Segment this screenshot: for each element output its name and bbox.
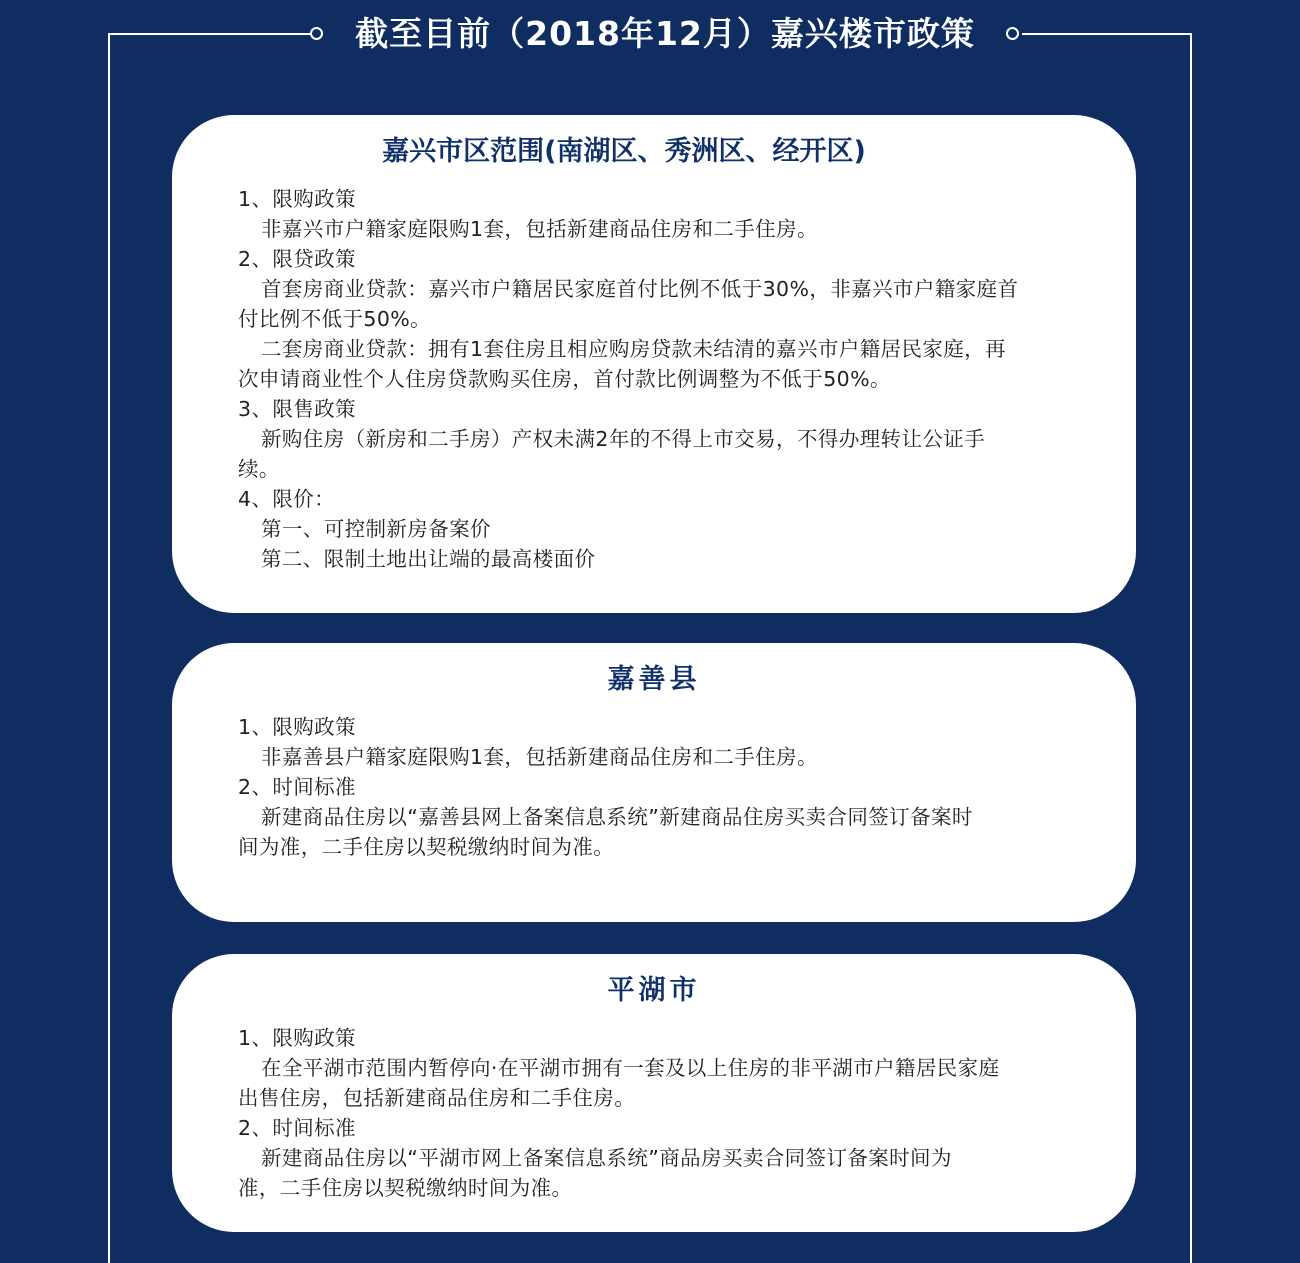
policy-card-jiaxing-city bbox=[172, 115, 1136, 613]
frame-top-left-line bbox=[108, 33, 310, 35]
policy-text: 在全平湖市范围内暂停向·在平湖市拥有一套及以上住房的非平湖市户籍居民家庭 bbox=[261, 1056, 1000, 1080]
section-label: 3、限售政策 bbox=[238, 397, 356, 421]
card-heading: 嘉兴市区范围(南湖区、秀洲区、经开区) bbox=[382, 136, 866, 167]
policy-text: 二套房商业贷款：拥有1套住房且相应购房贷款未结清的嘉兴市户籍居民家庭，再 bbox=[261, 337, 1006, 361]
frame-right-line bbox=[1190, 33, 1192, 1263]
policy-text: 次申请商业性个人住房贷款购买住房，首付款比例调整为不低于50%。 bbox=[238, 367, 891, 391]
card-heading: 平湖市 bbox=[607, 975, 701, 1006]
page-title: 截至目前（2018年12月）嘉兴楼市政策 bbox=[355, 14, 975, 53]
policy-text: 付比例不低于50%。 bbox=[238, 307, 432, 331]
policy-text: 新建商品住房以“嘉善县网上备案信息系统”新建商品住房买卖合同签订备案时 bbox=[261, 805, 973, 829]
policy-text: 第二、限制土地出让端的最高楼面价 bbox=[261, 547, 596, 571]
section-label: 1、限购政策 bbox=[238, 1026, 356, 1050]
title-ornament-left-icon bbox=[310, 27, 323, 40]
policy-text: 新建商品住房以“平湖市网上备案信息系统”商品房买卖合同签订备案时间为 bbox=[261, 1146, 952, 1170]
policy-text: 准，二手住房以契税缴纳时间为准。 bbox=[238, 1176, 573, 1200]
frame-left-line bbox=[108, 33, 110, 1263]
policy-text: 间为准，二手住房以契税缴纳时间为准。 bbox=[238, 835, 615, 859]
section-label: 1、限购政策 bbox=[238, 715, 356, 739]
card-body bbox=[238, 184, 1018, 574]
section-label: 2、限贷政策 bbox=[238, 247, 356, 271]
card-heading: 嘉善县 bbox=[607, 664, 701, 695]
title-ornament-right-icon bbox=[1006, 27, 1019, 40]
policy-text: 续。 bbox=[238, 457, 280, 481]
policy-text: 出售住房，包括新建商品住房和二手住房。 bbox=[238, 1086, 636, 1110]
section-label: 1、限购政策 bbox=[238, 187, 356, 211]
policy-text: 非嘉兴市户籍家庭限购1套，包括新建商品住房和二手住房。 bbox=[261, 217, 818, 241]
policy-card-jiashan bbox=[172, 643, 1136, 922]
policy-text: 非嘉善县户籍家庭限购1套，包括新建商品住房和二手住房。 bbox=[261, 745, 818, 769]
policy-text: 首套房商业贷款：嘉兴市户籍居民家庭首付比例不低于30%，非嘉兴市户籍家庭首 bbox=[261, 277, 1019, 301]
policy-text: 第一、可控制新房备案价 bbox=[261, 517, 491, 541]
policy-card-pinghu bbox=[172, 954, 1136, 1232]
section-label: 2、时间标准 bbox=[238, 775, 356, 799]
policy-text: 新购住房（新房和二手房）产权未满2年的不得上市交易，不得办理转让公证手 bbox=[261, 427, 986, 451]
section-label: 4、限价： bbox=[238, 487, 336, 511]
card-body bbox=[238, 1023, 999, 1203]
section-label: 2、时间标准 bbox=[238, 1116, 356, 1140]
card-body bbox=[238, 712, 973, 862]
frame-top-right-line bbox=[1022, 33, 1192, 35]
